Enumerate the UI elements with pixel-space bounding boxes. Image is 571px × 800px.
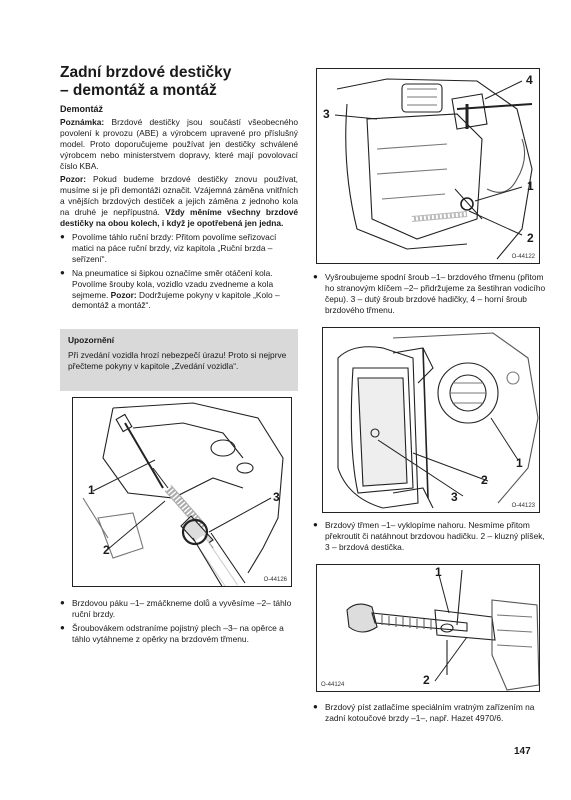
callout-3: 3: [451, 490, 458, 504]
step-swing-caliper: ● Brzdový třmen –1– vyklopíme nahoru. Nesmíme přitom překroutit či natáhnout brzdovou hadičku. 2 – kluzný plíšek, 3 – brzdová destička.: [313, 520, 549, 553]
step-push-piston: ● Brzdový píst zatlačíme speciálním vratným zařízením na zadní kotoučové brzdy –1–, např. Hazet 4970/6.: [313, 702, 549, 724]
callout-2: 2: [103, 543, 110, 557]
figure-caliper: [316, 68, 540, 264]
step-parking-brake: ● Povolíme táhlo ruční brzdy: Přitom povolíme seřizovací matici na páce ruční brzdy, viz kapitola „Ruční brzda – seřízení“.: [60, 232, 298, 265]
figure-code: O-44122: [511, 254, 535, 260]
note-paragraph: [60, 117, 298, 172]
step-wheel-removal: [60, 268, 298, 312]
caliper-steps: [313, 272, 549, 319]
step-screwdriver: ● Šroubovákem odstraníme pojistný plech –3– na opěrce a táhlo vytáhneme z opěrky na brzdovém třmenu.: [60, 623, 298, 645]
step-wheel-caution-label: Pozor:: [110, 289, 137, 300]
callout-1: 1: [527, 179, 534, 193]
warning-text: Při zvedání vozidla hrozí nebezpečí úrazu! Proto si nejprve přečteme pokyny v kapitole „Zvedání vozidla“.: [68, 349, 287, 371]
lever-steps: [60, 598, 298, 648]
brake-pads-drawing: [323, 328, 540, 513]
removal-steps: [60, 232, 298, 311]
figure-code: O-44123: [511, 503, 535, 509]
pads-steps: [313, 520, 549, 556]
step-lower-bolt: ● Vyšroubujeme spodní šroub –1– brzdového třmenu (přitom ho stranovým klíčem –2– přidržujeme za šestihran vodicího čepu). 3 – dutý šroub brzdové hadičky, 4 – horní šroub brzdového třmenu.: [313, 272, 549, 316]
callout-2: 2: [527, 231, 534, 245]
callout-3: 3: [323, 107, 330, 121]
figure-piston-tool: [316, 564, 540, 692]
caution-paragraph: [60, 174, 298, 229]
figure-code: O-44126: [263, 577, 287, 583]
caution-label: Pozor:: [60, 174, 87, 185]
callout-2: 2: [423, 673, 430, 687]
note-text: Brzdové destičky jsou součástí všeobecného povolení k provozu (ABE) a výrobcem upravené pro příslušný model. Proto doporučujeme používat jen destičky schválené výrobcem nebo ministerstvem dopravy, které mají povolovací číslo KBA.: [60, 116, 299, 171]
piston-steps: [313, 702, 549, 727]
callout-2: 2: [481, 473, 488, 487]
warning-box: [60, 329, 298, 391]
title-line-2: – demontáž a montáž: [60, 82, 217, 99]
title-line-1: Zadní brzdové destičky: [60, 64, 232, 81]
warning-title: Upozornění: [68, 335, 115, 345]
callout-3: 3: [273, 490, 280, 504]
figure-brake-pads: [322, 327, 540, 513]
step-wheel-text: Na pneumatice si šipkou označíme směr otáčení kola. Povolíme šrouby kola, vozidlo vzadu zvedneme a kola sejmeme.: [72, 267, 274, 300]
step-lever: ● Brzdovou páku –1– zmáčkneme dolů a vyvěsíme –2– táhlo ruční brzdy.: [60, 598, 298, 620]
figure-code: O-44124: [321, 682, 345, 688]
caliper-drawing: [317, 69, 540, 264]
figure-parking-brake: [72, 397, 292, 587]
page-number: 147: [514, 746, 531, 757]
callout-1: 1: [516, 456, 523, 470]
callout-1: 1: [435, 565, 442, 579]
caution-text: Pokud budeme brzdové destičky znovu používat, musíme si je při demontáži označit. Vzájemná záměna vnitřních a vnějších brzdových destiček a jejich záměna z jednoho kola na druhé je nepřípustná.: [60, 174, 299, 218]
subheading-removal: Demontáž: [60, 104, 104, 114]
callout-4: 4: [526, 73, 533, 87]
parking-brake-drawing: [73, 398, 292, 587]
callout-1: 1: [88, 483, 95, 497]
step-wheel-caution-text: Dodržujeme pokyny v kapitole „Kolo – demontáž a montáž“.: [72, 289, 280, 311]
caution-bold-text: Vždy měníme všechny brzdové destičky na obou kolech, i když je opotřebená jen jedna.: [60, 207, 299, 229]
left-column: [60, 104, 298, 314]
section-title: [60, 64, 300, 100]
note-label: Poznámka:: [60, 116, 105, 127]
